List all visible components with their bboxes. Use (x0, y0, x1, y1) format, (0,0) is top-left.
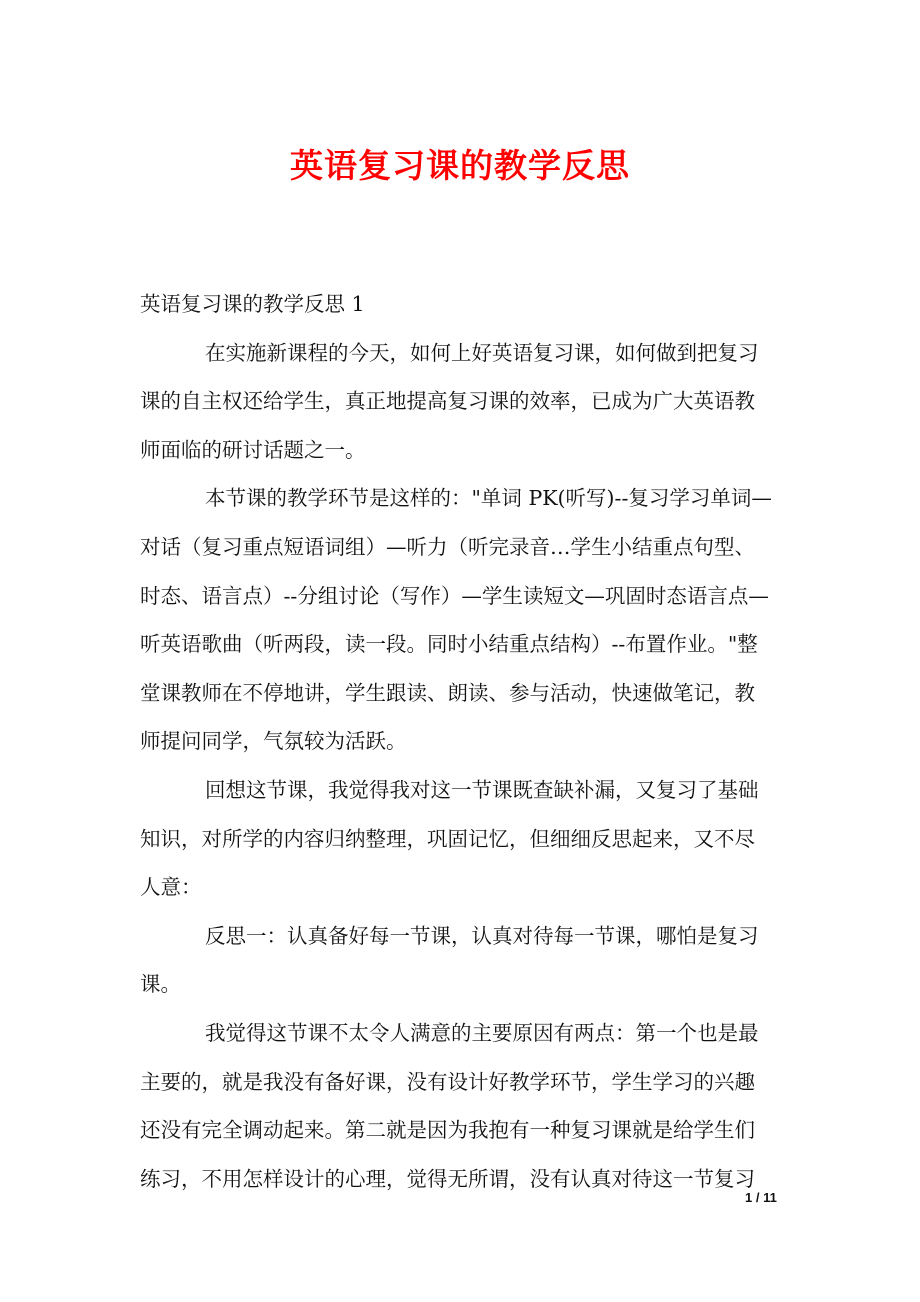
paragraph-line: 人意： (140, 875, 202, 900)
paragraph-line: 回想这节课，我觉得我对这一节课既查缺补漏，又复习了基础 (205, 777, 759, 802)
paragraph-line: 师提问同学，气氛较为活跃。 (140, 729, 407, 754)
paragraph-line: 主要的，就是我没有备好课，没有设计好教学环节，学生学习的兴趣 (140, 1069, 755, 1094)
paragraph-line: 课。 (140, 972, 181, 997)
paragraph-line: 还没有完全调动起来。第二就是因为我抱有一种复习课就是给学生们 (140, 1118, 755, 1143)
paragraph-line: 反思一：认真备好每一节课，认真对待每一节课，哪怕是复习 (205, 923, 759, 948)
paragraph-line: 本节课的教学环节是这样的："单词 PK(听写)--复习学习单词— (205, 486, 772, 511)
paragraph (140, 1009, 785, 1203)
paragraph-line: 我觉得这节课不太令人满意的主要原因有两点：第一个也是最 (205, 1020, 759, 1045)
paragraph-line: 听英语歌曲（听两段，读一段。同时小结重点结构）--布置作业。"整 (140, 632, 758, 657)
page-number: 1 / 11 (745, 1190, 777, 1205)
paragraph (140, 329, 785, 475)
paragraph-line: 在实施新课程的今天，如何上好英语复习课，如何做到把复习 (205, 340, 759, 365)
paragraph-line: 时态、语言点）--分组讨论（写作）—学生读短文—巩固时态语言点— (140, 583, 769, 608)
section-heading: 英语复习课的教学反思 1 (140, 292, 365, 316)
document-title: 英语复习课的教学反思 (290, 146, 630, 185)
paragraph-line: 对话（复习重点短语词组）—听力（听完录音…学生小结重点句型、 (140, 534, 755, 559)
paragraph-line: 师面临的研讨话题之一。 (140, 437, 366, 462)
paragraph (140, 912, 785, 1009)
paragraph-line: 堂课教师在不停地讲，学生跟读、朗读、参与活动，快速做笔记，教 (140, 680, 755, 705)
paragraph (140, 766, 785, 912)
paragraph-line: 课的自主权还给学生，真正地提高复习课的效率，已成为广大英语教 (140, 389, 755, 414)
paragraph-line: 练习，不用怎样设计的心理，觉得无所谓，没有认真对待这一节复习 (140, 1166, 755, 1191)
paragraph-line: 知识，对所学的内容归纳整理，巩固记忆，但细细反思起来，又不尽 (140, 826, 755, 851)
paragraph (140, 474, 785, 766)
document-body (140, 280, 785, 1203)
